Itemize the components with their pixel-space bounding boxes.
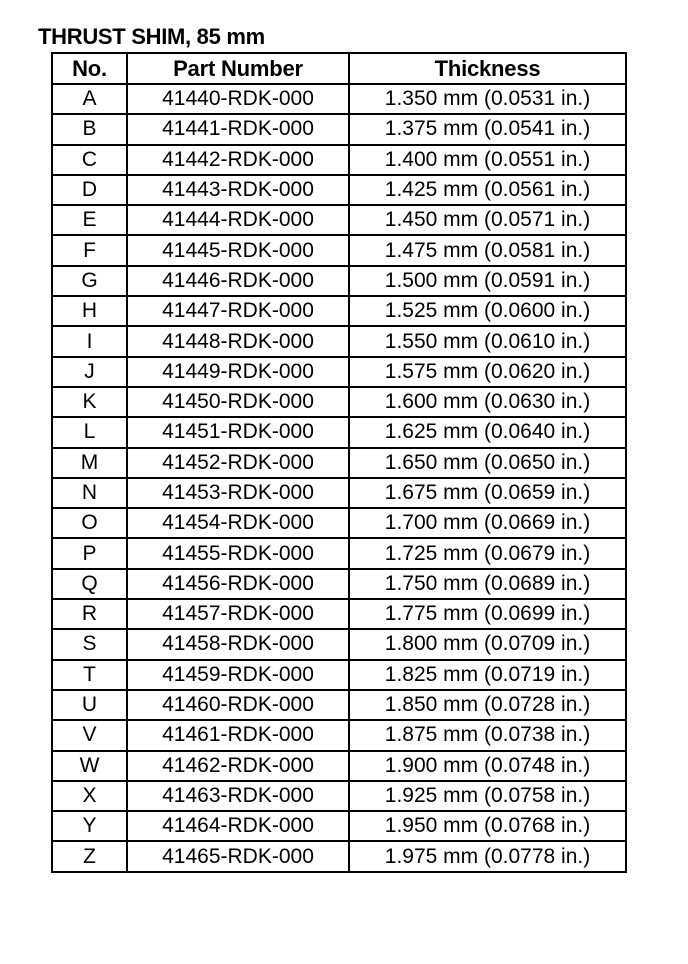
cell-no: D — [52, 175, 127, 205]
cell-thickness: 1.675 mm (0.0659 in.) — [349, 478, 626, 508]
cell-no: K — [52, 387, 127, 417]
thrust-shim-table — [51, 52, 627, 873]
cell-no: J — [52, 357, 127, 387]
cell-no: L — [52, 417, 127, 447]
table-row — [52, 478, 626, 508]
cell-part-number: 41449-RDK-000 — [127, 357, 349, 387]
cell-part-number: 41457-RDK-000 — [127, 599, 349, 629]
cell-no: S — [52, 629, 127, 659]
table-row — [52, 84, 626, 114]
cell-thickness: 1.750 mm (0.0689 in.) — [349, 569, 626, 599]
cell-thickness: 1.700 mm (0.0669 in.) — [349, 508, 626, 538]
cell-no: N — [52, 478, 127, 508]
table-row — [52, 235, 626, 265]
cell-part-number: 41441-RDK-000 — [127, 114, 349, 144]
cell-thickness: 1.525 mm (0.0600 in.) — [349, 296, 626, 326]
cell-thickness: 1.925 mm (0.0758 in.) — [349, 781, 626, 811]
cell-no: R — [52, 599, 127, 629]
cell-part-number: 41460-RDK-000 — [127, 690, 349, 720]
cell-thickness: 1.400 mm (0.0551 in.) — [349, 145, 626, 175]
cell-no: B — [52, 114, 127, 144]
cell-thickness: 1.950 mm (0.0768 in.) — [349, 811, 626, 841]
cell-part-number: 41463-RDK-000 — [127, 781, 349, 811]
table-row — [52, 266, 626, 296]
cell-thickness: 1.425 mm (0.0561 in.) — [349, 175, 626, 205]
cell-part-number: 41454-RDK-000 — [127, 508, 349, 538]
cell-no: G — [52, 266, 127, 296]
table-row — [52, 508, 626, 538]
cell-thickness: 1.850 mm (0.0728 in.) — [349, 690, 626, 720]
cell-part-number: 41445-RDK-000 — [127, 235, 349, 265]
cell-no: X — [52, 781, 127, 811]
cell-part-number: 41443-RDK-000 — [127, 175, 349, 205]
cell-part-number: 41442-RDK-000 — [127, 145, 349, 175]
cell-part-number: 41464-RDK-000 — [127, 811, 349, 841]
cell-part-number: 41448-RDK-000 — [127, 326, 349, 356]
table-row — [52, 205, 626, 235]
cell-part-number: 41459-RDK-000 — [127, 660, 349, 690]
cell-no: F — [52, 235, 127, 265]
cell-thickness: 1.600 mm (0.0630 in.) — [349, 387, 626, 417]
cell-thickness: 1.625 mm (0.0640 in.) — [349, 417, 626, 447]
cell-thickness: 1.900 mm (0.0748 in.) — [349, 751, 626, 781]
cell-part-number: 41447-RDK-000 — [127, 296, 349, 326]
cell-no: V — [52, 720, 127, 750]
cell-thickness: 1.500 mm (0.0591 in.) — [349, 266, 626, 296]
cell-part-number: 41462-RDK-000 — [127, 751, 349, 781]
table-row — [52, 841, 626, 871]
cell-thickness: 1.575 mm (0.0620 in.) — [349, 357, 626, 387]
cell-thickness: 1.450 mm (0.0571 in.) — [349, 205, 626, 235]
table-row — [52, 781, 626, 811]
cell-thickness: 1.800 mm (0.0709 in.) — [349, 629, 626, 659]
cell-part-number: 41451-RDK-000 — [127, 417, 349, 447]
cell-part-number: 41446-RDK-000 — [127, 266, 349, 296]
cell-thickness: 1.550 mm (0.0610 in.) — [349, 326, 626, 356]
table-row — [52, 751, 626, 781]
table-body — [52, 84, 626, 872]
table-row — [52, 811, 626, 841]
cell-no: C — [52, 145, 127, 175]
page-title: THRUST SHIM, 85 mm — [38, 24, 265, 49]
cell-no: Q — [52, 569, 127, 599]
cell-part-number: 41453-RDK-000 — [127, 478, 349, 508]
cell-part-number: 41455-RDK-000 — [127, 538, 349, 568]
cell-part-number: 41456-RDK-000 — [127, 569, 349, 599]
table-row — [52, 720, 626, 750]
table-row — [52, 538, 626, 568]
cell-thickness: 1.775 mm (0.0699 in.) — [349, 599, 626, 629]
cell-thickness: 1.650 mm (0.0650 in.) — [349, 448, 626, 478]
cell-no: I — [52, 326, 127, 356]
table-row — [52, 660, 626, 690]
cell-part-number: 41444-RDK-000 — [127, 205, 349, 235]
cell-part-number: 41461-RDK-000 — [127, 720, 349, 750]
cell-no: Z — [52, 841, 127, 871]
table-row — [52, 357, 626, 387]
cell-no: O — [52, 508, 127, 538]
table-row — [52, 114, 626, 144]
cell-thickness: 1.875 mm (0.0738 in.) — [349, 720, 626, 750]
cell-thickness: 1.825 mm (0.0719 in.) — [349, 660, 626, 690]
cell-part-number: 41440-RDK-000 — [127, 84, 349, 114]
cell-part-number: 41458-RDK-000 — [127, 629, 349, 659]
cell-part-number: 41450-RDK-000 — [127, 387, 349, 417]
table-row — [52, 448, 626, 478]
cell-thickness: 1.975 mm (0.0778 in.) — [349, 841, 626, 871]
table-row — [52, 326, 626, 356]
cell-no: A — [52, 84, 127, 114]
cell-no: W — [52, 751, 127, 781]
table-row — [52, 629, 626, 659]
cell-thickness: 1.475 mm (0.0581 in.) — [349, 235, 626, 265]
cell-no: E — [52, 205, 127, 235]
cell-part-number: 41452-RDK-000 — [127, 448, 349, 478]
column-header-part-number: Part Number — [127, 53, 349, 84]
table-row — [52, 417, 626, 447]
table-row — [52, 145, 626, 175]
cell-no: U — [52, 690, 127, 720]
cell-no: M — [52, 448, 127, 478]
cell-part-number: 41465-RDK-000 — [127, 841, 349, 871]
cell-no: P — [52, 538, 127, 568]
column-header-no: No. — [52, 53, 127, 84]
cell-thickness: 1.375 mm (0.0541 in.) — [349, 114, 626, 144]
cell-no: T — [52, 660, 127, 690]
cell-thickness: 1.725 mm (0.0679 in.) — [349, 538, 626, 568]
table-row — [52, 690, 626, 720]
column-header-thickness: Thickness — [349, 53, 626, 84]
table-row — [52, 569, 626, 599]
table-row — [52, 175, 626, 205]
cell-no: Y — [52, 811, 127, 841]
table-row — [52, 599, 626, 629]
table-row — [52, 387, 626, 417]
cell-thickness: 1.350 mm (0.0531 in.) — [349, 84, 626, 114]
cell-no: H — [52, 296, 127, 326]
table-header-row — [52, 53, 626, 84]
table-row — [52, 296, 626, 326]
